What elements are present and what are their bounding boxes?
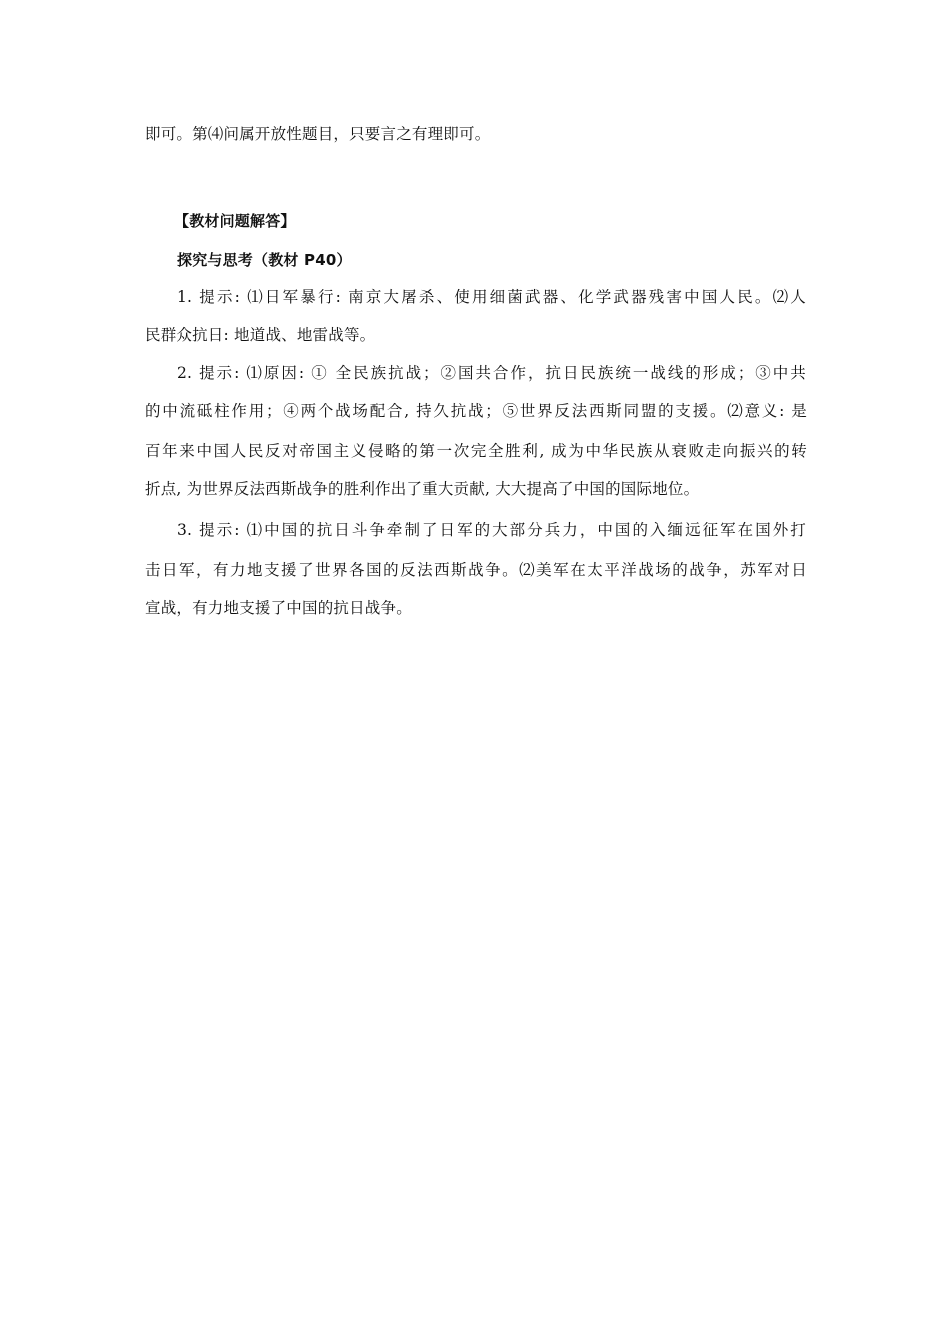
answer-1-line-2: 民群众抗日: 地道战、地雷战等。 (145, 326, 376, 344)
answer-2-line-2: 的中流砥柱作用；④两个战场配合, 持久抗战；⑤世界反法西斯同盟的支援。⑵意义: 是 (145, 402, 807, 420)
answer-2-line-1: 2. 提示: ⑴原因: ① 全民族抗战；②国共合作，抗日民族统一战线的形成；③中共 (177, 364, 806, 382)
answer-1-line-1: 1. 提示: ⑴日军暴行: 南京大屠杀、使用细菌武器、化学武器残害中国人民。⑵人 (177, 288, 806, 306)
answer-3-line-3: 宣战，有力地支援了中国的抗日战争。 (145, 599, 412, 617)
answer-2-line-4: 折点, 为世界反法西斯战争的胜利作出了重大贡献, 大大提高了中国的国际地位。 (145, 480, 700, 498)
answer-2-line-3: 百年来中国人民反对帝国主义侵略的第一次完全胜利, 成为中华民族从衰败走向振兴的转 (145, 442, 807, 460)
subheading: 探究与思考（教材 P40） (177, 251, 352, 269)
section-heading: 【教材问题解答】 (174, 212, 296, 230)
answer-3-line-2: 击日军，有力地支援了世界各国的反法西斯战争。⑵美军在太平洋战场的战争，苏军对日 (145, 561, 807, 579)
answer-3-line-1: 3. 提示: ⑴中国的抗日斗争牵制了日军的大部分兵力，中国的入缅远征军在国外打 (177, 521, 806, 539)
intro-tail-text: 即可。第⑷问属开放性题目，只要言之有理即可。 (145, 125, 491, 143)
